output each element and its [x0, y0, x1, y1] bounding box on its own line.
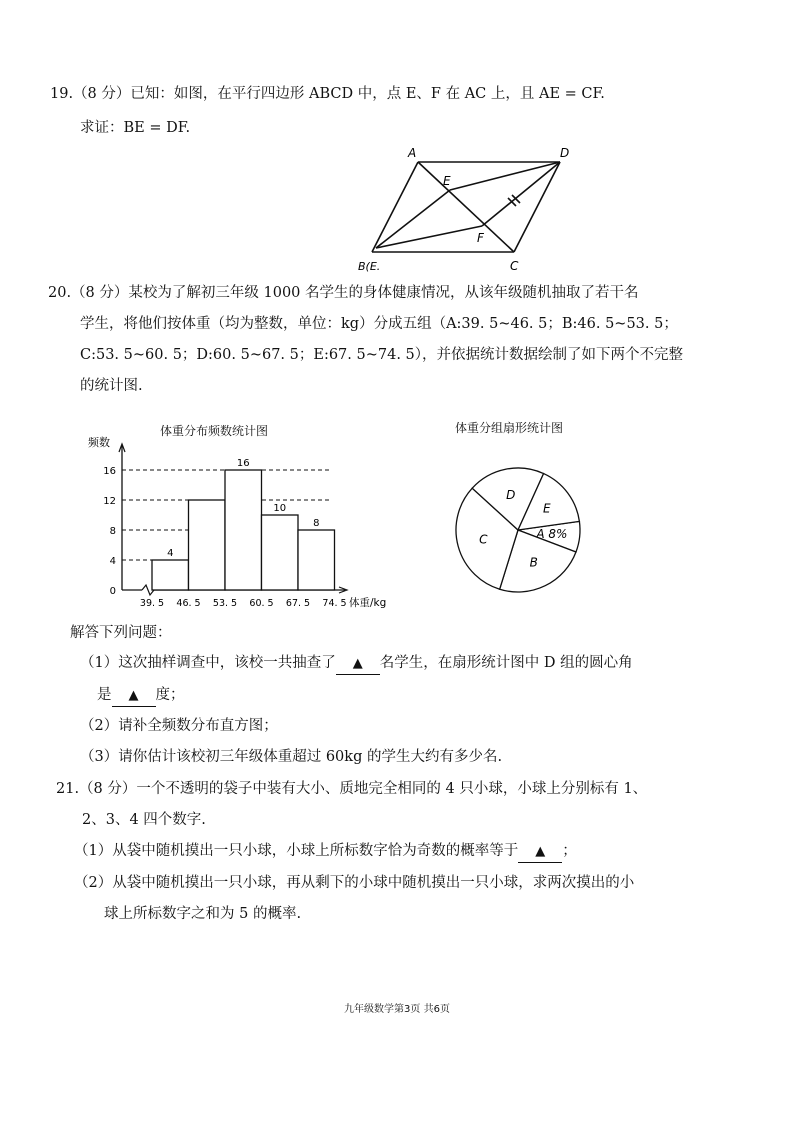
blank-marker: ▲	[128, 688, 139, 703]
q21-line-1: 21.（8 分）一个不透明的袋子中装有大小、质地完全相同的 4 只小球，小球上分别标有 1、	[56, 781, 648, 797]
y-tick-label: 0	[109, 586, 116, 597]
histogram-bar	[225, 470, 262, 590]
q20-sub1-text-b: 名学生，在扇形统计图中 D 组的圆心角	[379, 655, 633, 671]
histogram-bar	[298, 530, 335, 590]
label-e: E	[443, 174, 451, 188]
histogram-chart	[80, 432, 387, 622]
q21-sub1-text-a: （1）从袋中随机摸出一只小球，小球上所标数字恰为奇数的概率等于	[74, 843, 519, 859]
q21-sub-2-cont: 球上所标数字之和为 5 的概率.	[104, 906, 302, 922]
q20-sub1-text-c: 是	[97, 687, 112, 703]
x-tick-label: 60. 5	[249, 598, 274, 609]
q19-prove: 求证：BE = DF.	[80, 120, 191, 136]
x-tick-label: 74. 5	[322, 598, 347, 609]
x-tick-label: 39. 5	[139, 598, 165, 609]
pie-slice-label: B	[529, 555, 538, 570]
x-tick-label: 46. 5	[176, 598, 201, 609]
pie-chart	[448, 460, 588, 600]
histogram-bar	[152, 560, 189, 590]
label-d: D	[560, 146, 570, 160]
y-tick-label: 8	[109, 526, 116, 537]
label-c: C	[510, 259, 519, 273]
q20-line-1: 20.（8 分）某校为了解初三年级 1000 名学生的身体健康情况，从该年级随机抽取了若干名	[48, 285, 639, 301]
pie-slice-label: C	[479, 532, 488, 547]
q20-sub1-text-d: 度；	[155, 687, 185, 703]
answer-blank[interactable]	[112, 685, 156, 707]
histogram-bar	[189, 500, 226, 590]
edge-ba	[372, 162, 418, 252]
q20-line-3: C:53. 5~60. 5；D:60. 5~67. 5；E:67. 5~74. 5），并依据统计数据绘制了如下两个不完整	[80, 347, 684, 363]
q20-answer-intro: 解答下列问题：	[70, 625, 172, 641]
pie-slice-label: A 8%	[536, 526, 568, 541]
bar-data-label: 16	[236, 458, 250, 469]
q20-line-4: 的统计图.	[80, 378, 143, 394]
x-tick-label: 53. 5	[212, 598, 238, 609]
histogram-bar	[262, 515, 299, 590]
x-tick-label: 67. 5	[285, 598, 311, 609]
q21-sub-2: （2）从袋中随机摸出一只小球，再从剩下的小球中随机摸出一只小球，求两次摸出的小	[74, 875, 635, 891]
segment-bf	[376, 226, 482, 248]
pie-slice-label: D	[506, 487, 516, 502]
segment-be	[376, 190, 450, 248]
answer-blank[interactable]	[336, 653, 380, 675]
histogram-title: 体重分布频数统计图	[160, 424, 269, 438]
q21-line-2: 2、3、4 四个数字.	[82, 812, 206, 828]
q20-sub-1	[80, 653, 633, 675]
bar-data-label: 4	[167, 548, 174, 559]
edge-dc	[514, 162, 560, 252]
y-tick-label: 16	[103, 466, 116, 477]
x-axis-label: 体重/kg	[349, 597, 387, 609]
y-tick-label: 4	[109, 556, 116, 567]
q21-sub-1	[74, 841, 577, 863]
pie-title: 体重分组扇形统计图	[455, 421, 564, 435]
q20-sub-3: （3）请你估计该校初三年级体重超过 60kg 的学生大约有多少名.	[80, 749, 503, 765]
y-axis-label: 频数	[88, 436, 110, 449]
blank-marker: ▲	[535, 844, 546, 859]
pie-slice-label: E	[542, 501, 551, 516]
q20-sub1-text-a: （1）这次抽样调查中，该校一共抽查了	[80, 655, 336, 671]
parallelogram-figure	[0, 0, 794, 280]
q20-sub-2: （2）请补全频数分布直方图；	[80, 718, 278, 734]
answer-blank[interactable]	[518, 841, 562, 863]
q20-sub-1-cont	[97, 685, 185, 707]
q19-statement: 19.（8 分）已知：如图，在平行四边形 ABCD 中，点 E、F 在 AC 上，且 AE = CF.	[50, 86, 605, 102]
q20-line-2: 学生，将他们按体重（均为整数，单位：kg）分成五组（A:39. 5~46. 5；B:46. 5~53. 5；	[80, 316, 678, 332]
diagonal-ac	[418, 162, 514, 252]
bar-data-label: 10	[273, 503, 287, 514]
label-b: B(E.	[358, 260, 381, 273]
blank-marker: ▲	[352, 656, 363, 671]
y-tick-label: 12	[103, 496, 116, 507]
page-footer: 九年级数学第3页 共6页	[344, 1004, 450, 1015]
label-f: F	[477, 231, 484, 245]
bar-data-label: 8	[313, 518, 320, 529]
q21-sub1-text-b: ；	[562, 843, 577, 859]
label-a: A	[408, 146, 417, 160]
